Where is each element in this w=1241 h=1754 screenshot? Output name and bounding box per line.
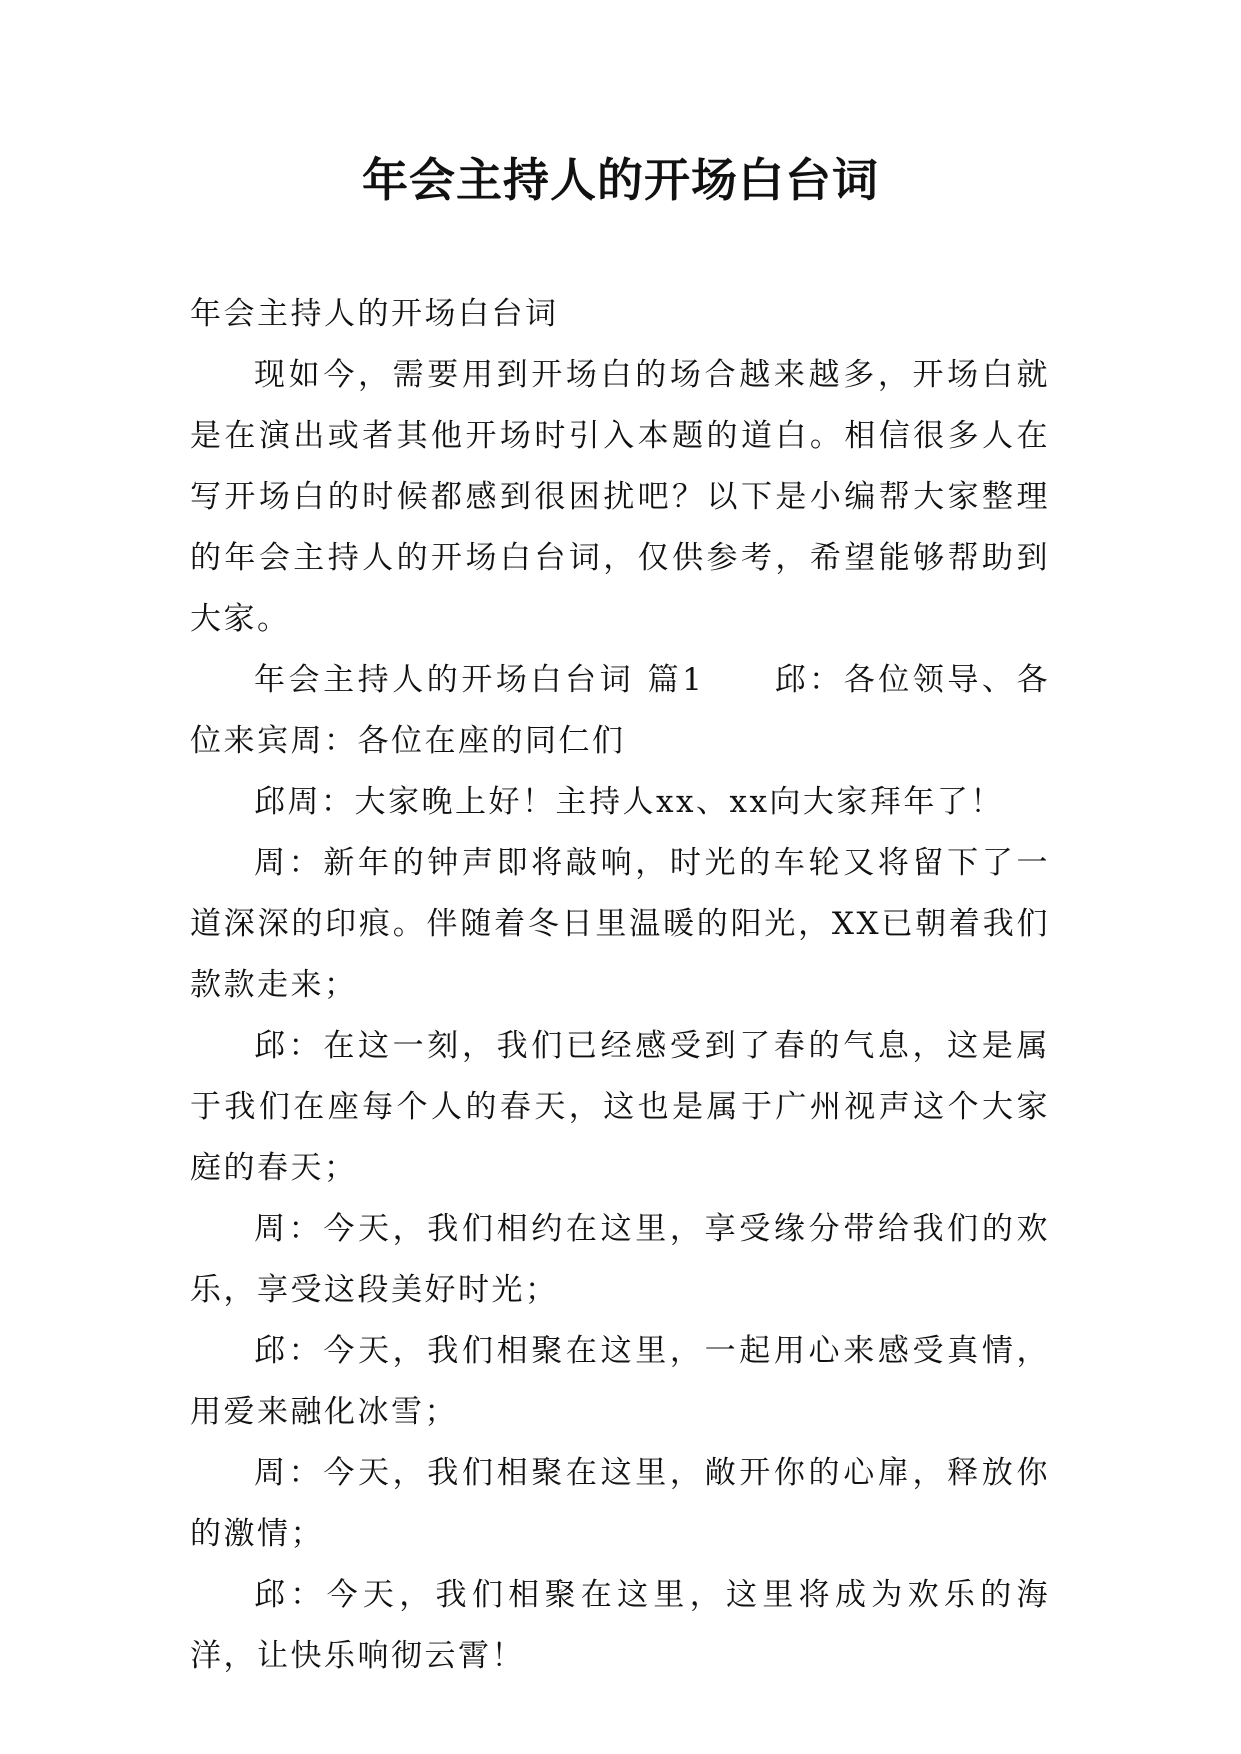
body-paragraph: 邱周：大家晚上好！主持人xx、xx向大家拜年了！: [254, 784, 1004, 820]
document-subtitle: 年会主持人的开场白台词: [190, 296, 559, 332]
body-paragraph: 邱：今天，我们相聚在这里，一起用心来感受真情，用爱来融化冰雪；: [190, 1333, 1050, 1430]
body-paragraph: 邱：在这一刻，我们已经感受到了春的气息，这是属于我们在座每个人的春天，这也是属于广州视声这个大家庭的春天；: [190, 1028, 1050, 1186]
body-paragraph: 邱：今天，我们相聚在这里，这里将成为欢乐的海洋，让快乐响彻云霄！: [190, 1577, 1050, 1674]
document-title: 年会主持人的开场白台词: [362, 153, 879, 207]
body-paragraph: 现如今，需要用到开场白的场合越来越多，开场白就是在演出或者其他开场时引入本题的道白。相信很多人在写开场白的时候都感到很困扰吧？以下是小编帮大家整理的年会主持人的开场白台词，仅供参考，希望能够帮助到大家。: [190, 357, 1050, 637]
body-paragraph: 周：今天，我们相聚在这里，敞开你的心扉，释放你的激情；: [190, 1455, 1050, 1552]
body-paragraph: 年会主持人的开场白台词 篇1 邱：各位领导、各位来宾周：各位在座的同仁们: [190, 662, 1050, 759]
body-paragraph: 周：新年的钟声即将敲响，时光的车轮又将留下了一道深深的印痕。伴随着冬日里温暖的阳光，XX已朝着我们款款走来；: [190, 845, 1050, 1003]
body-paragraph: 周：今天，我们相约在这里，享受缘分带给我们的欢乐，享受这段美好时光；: [190, 1211, 1050, 1308]
document-body: [190, 284, 1050, 1687]
